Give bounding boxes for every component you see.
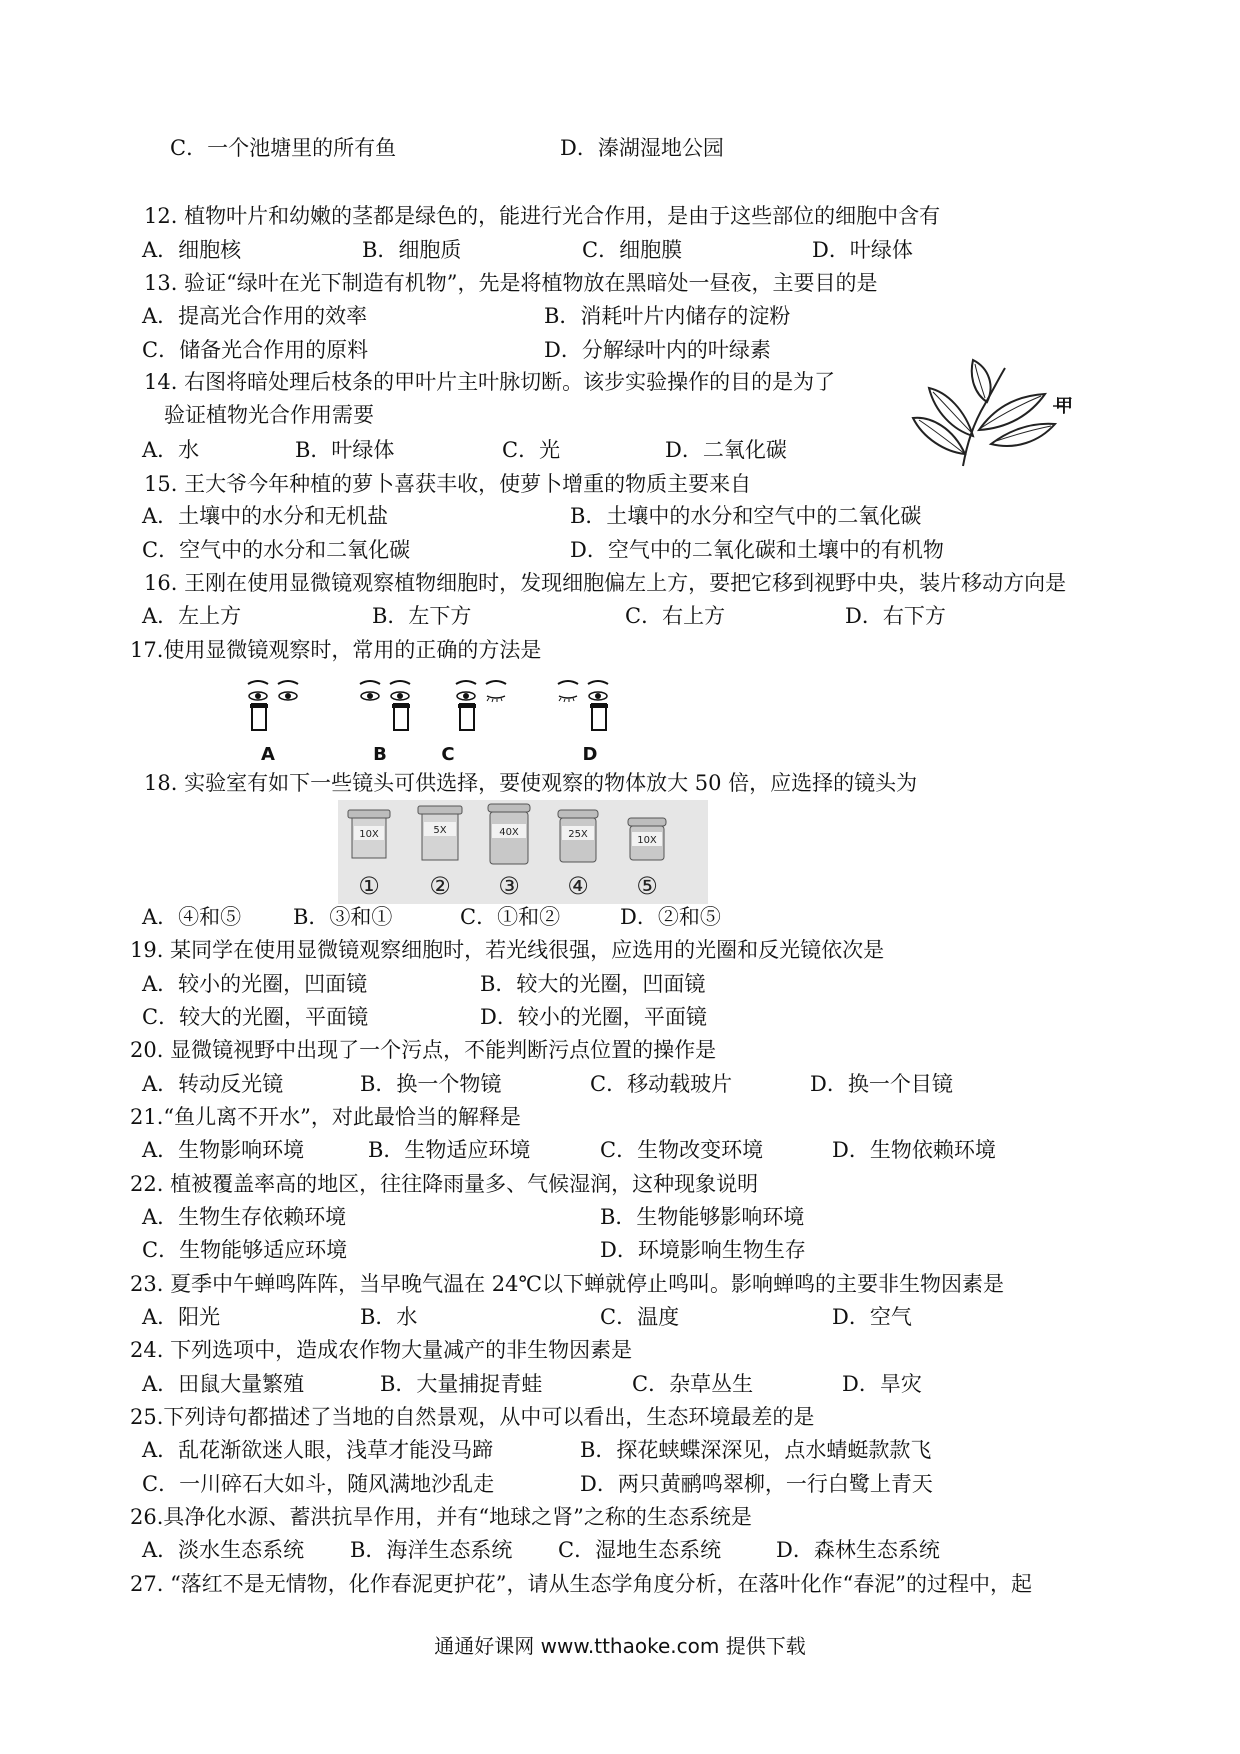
q27-stem: 27. “落红不是无情物，化作春泥更护花”，请从生态学角度分析，在落叶化作“春泥”的过程中，起 bbox=[130, 1572, 1033, 1596]
q11-option-d: D．溱湖湿地公园 bbox=[560, 136, 724, 160]
q12-option-b: B．细胞质 bbox=[362, 238, 462, 262]
q25-option-a: A．乱花渐欲迷人眼，浅草才能没马蹄 bbox=[142, 1438, 494, 1462]
q15-option-a: A．土壤中的水分和无机盐 bbox=[142, 504, 389, 528]
q15-option-c: C．空气中的水分和二氧化碳 bbox=[142, 538, 411, 562]
q17-stem: 17.使用显微镜观察时，常用的正确的方法是 bbox=[130, 638, 542, 662]
lens-4-mag: 25X bbox=[568, 829, 588, 840]
q18-option-d: D．②和⑤ bbox=[620, 905, 721, 929]
q19-stem: 19. 某同学在使用显微镜观察细胞时，若光线很强，应选用的光圈和反光镜依次是 bbox=[130, 938, 885, 962]
q18-option-b: B．③和① bbox=[293, 905, 393, 929]
leaf-label-jia: 甲 bbox=[1055, 396, 1073, 417]
q13-option-d: D．分解绿叶内的叶绿素 bbox=[544, 338, 771, 362]
q19-option-d: D．较小的光圈，平面镜 bbox=[480, 1005, 707, 1029]
q18-option-a: A．④和⑤ bbox=[142, 905, 242, 929]
q25-stem: 25.下列诗句都描述了当地的自然景观，从中可以看出，生态环境最差的是 bbox=[130, 1405, 815, 1429]
q20-stem: 20. 显微镜视野中出现了一个污点，不能判断污点位置的操作是 bbox=[130, 1038, 717, 1062]
q16-stem: 16. 王刚在使用显微镜观察植物细胞时，发现细胞偏左上方，要把它移到视野中央，装片移动方向是 bbox=[144, 571, 1067, 595]
q21-option-c: C．生物改变环境 bbox=[600, 1138, 764, 1162]
eyes-option-c bbox=[441, 681, 506, 765]
q16-option-a: A．左上方 bbox=[142, 604, 242, 628]
q19-option-c: C．较大的光圈，平面镜 bbox=[142, 1005, 369, 1029]
eyes-label-c: C bbox=[441, 744, 455, 765]
lens-1-mag: 10X bbox=[359, 829, 379, 840]
q24-option-b: B．大量捕捉青蛙 bbox=[380, 1372, 543, 1396]
q14-option-b: B．叶绿体 bbox=[295, 438, 395, 462]
eyes-eyepiece-figure bbox=[230, 676, 680, 766]
q24-option-a: A．田鼠大量繁殖 bbox=[142, 1372, 305, 1396]
q24-option-d: D．旱灾 bbox=[842, 1372, 922, 1396]
lens-4-num: ④ bbox=[567, 872, 589, 900]
q26-option-b: B．海洋生态系统 bbox=[350, 1538, 513, 1562]
q18-stem: 18. 实验室有如下一些镜头可供选择，要使观察的物体放大 50 倍，应选择的镜头为 bbox=[144, 771, 918, 795]
branch-leaf-figure bbox=[895, 354, 1075, 474]
q21-option-d: D．生物依赖环境 bbox=[832, 1138, 996, 1162]
q14-option-d: D．二氧化碳 bbox=[665, 438, 787, 462]
q21-stem: 21.“鱼儿离不开水”，对此最恰当的解释是 bbox=[130, 1105, 521, 1129]
q19-option-a: A．较小的光圈，凹面镜 bbox=[142, 972, 368, 996]
q14-stem-line2: 验证植物光合作用需要 bbox=[164, 403, 374, 427]
q20-option-c: C．移动载玻片 bbox=[590, 1072, 733, 1096]
q22-option-a: A．生物生存依赖环境 bbox=[142, 1205, 347, 1229]
q25-option-c: C．一川碎石大如斗，随风满地沙乱走 bbox=[142, 1472, 495, 1496]
q23-option-d: D．空气 bbox=[832, 1305, 912, 1329]
lens-2-num: ② bbox=[429, 872, 451, 900]
q20-option-d: D．换一个目镜 bbox=[810, 1072, 953, 1096]
lens-2-mag: 5X bbox=[433, 825, 447, 836]
q23-option-a: A．阳光 bbox=[142, 1305, 221, 1329]
q16-option-b: B．左下方 bbox=[372, 604, 472, 628]
q19-option-b: B．较大的光圈，凹面镜 bbox=[480, 972, 706, 996]
q26-option-c: C．湿地生态系统 bbox=[558, 1538, 722, 1562]
q14-option-c: C．光 bbox=[502, 438, 561, 462]
q12-option-a: A．细胞核 bbox=[142, 238, 242, 262]
lens-selection-figure bbox=[338, 800, 708, 904]
q22-option-d: D．环境影响生物生存 bbox=[600, 1238, 806, 1262]
q15-option-d: D．空气中的二氧化碳和土壤中的有机物 bbox=[570, 538, 944, 562]
q24-stem: 24. 下列选项中，造成农作物大量减产的非生物因素是 bbox=[130, 1338, 633, 1362]
q12-stem: 12. 植物叶片和幼嫩的茎都是绿色的，能进行光合作用，是由于这些部位的细胞中含有 bbox=[144, 204, 941, 228]
eyes-label-b: B bbox=[373, 744, 387, 765]
q13-option-b: B．消耗叶片内储存的淀粉 bbox=[544, 304, 791, 328]
q13-option-a: A．提高光合作用的效率 bbox=[142, 304, 368, 328]
q22-option-c: C．生物能够适应环境 bbox=[142, 1238, 348, 1262]
q22-stem: 22. 植被覆盖率高的地区，往往降雨量多、气候湿润，这种现象说明 bbox=[130, 1172, 759, 1196]
eyes-option-a bbox=[248, 681, 298, 765]
q21-option-a: A．生物影响环境 bbox=[142, 1138, 305, 1162]
eyes-option-d bbox=[558, 681, 608, 765]
q16-option-d: D．右下方 bbox=[845, 604, 946, 628]
q20-option-a: A．转动反光镜 bbox=[142, 1072, 284, 1096]
q24-option-c: C．杂草丛生 bbox=[632, 1372, 754, 1396]
q18-option-c: C．①和② bbox=[460, 905, 561, 929]
q11-option-c: C．一个池塘里的所有鱼 bbox=[170, 136, 397, 160]
lens-3-num: ③ bbox=[498, 872, 520, 900]
q13-stem: 13. 验证“绿叶在光下制造有机物”，先是将植物放在黑暗处一昼夜，主要目的是 bbox=[144, 271, 878, 295]
q25-option-b: B．探花蛱蝶深深见，点水蜻蜓款款飞 bbox=[580, 1438, 932, 1462]
page-footer: 通通好课网 www.tthaoke.com 提供下载 bbox=[434, 1634, 806, 1658]
q12-option-c: C．细胞膜 bbox=[582, 238, 683, 262]
q16-option-c: C．右上方 bbox=[625, 604, 726, 628]
lens-3-mag: 40X bbox=[499, 827, 519, 838]
q12-option-d: D．叶绿体 bbox=[812, 238, 913, 262]
eyes-label-a: A bbox=[261, 744, 275, 765]
q23-option-b: B．水 bbox=[360, 1305, 418, 1329]
q14-option-a: A．水 bbox=[142, 438, 200, 462]
q25-option-d: D．两只黄鹂鸣翠柳，一行白鹭上青天 bbox=[580, 1472, 933, 1496]
q20-option-b: B．换一个物镜 bbox=[360, 1072, 502, 1096]
q23-option-c: C．温度 bbox=[600, 1305, 680, 1329]
q15-stem: 15. 王大爷今年种植的萝卜喜获丰收，使萝卜增重的物质主要来自 bbox=[144, 472, 752, 496]
lens-5-num: ⑤ bbox=[636, 872, 658, 900]
q26-option-d: D．森林生态系统 bbox=[776, 1538, 940, 1562]
q26-stem: 26.具净化水源、蓄洪抗旱作用，并有“地球之肾”之称的生态系统是 bbox=[130, 1505, 752, 1529]
q22-option-b: B．生物能够影响环境 bbox=[600, 1205, 805, 1229]
q15-option-b: B．土壤中的水分和空气中的二氧化碳 bbox=[570, 504, 922, 528]
eyes-label-d: D bbox=[582, 744, 598, 765]
lens-1-num: ① bbox=[358, 872, 380, 900]
q23-stem: 23. 夏季中午蝉鸣阵阵，当早晚气温在 24℃以下蝉就停止鸣叫。影响蝉鸣的主要非生物因素是 bbox=[130, 1272, 1004, 1296]
q14-stem-line1: 14. 右图将暗处理后枝条的甲叶片主叶脉切断。该步实验操作的目的是为了 bbox=[144, 370, 836, 394]
q26-option-a: A．淡水生态系统 bbox=[142, 1538, 305, 1562]
q21-option-b: B．生物适应环境 bbox=[368, 1138, 531, 1162]
lens-5-mag: 10X bbox=[637, 835, 657, 846]
eyes-option-b bbox=[360, 681, 410, 765]
q13-option-c: C．储备光合作用的原料 bbox=[142, 338, 369, 362]
